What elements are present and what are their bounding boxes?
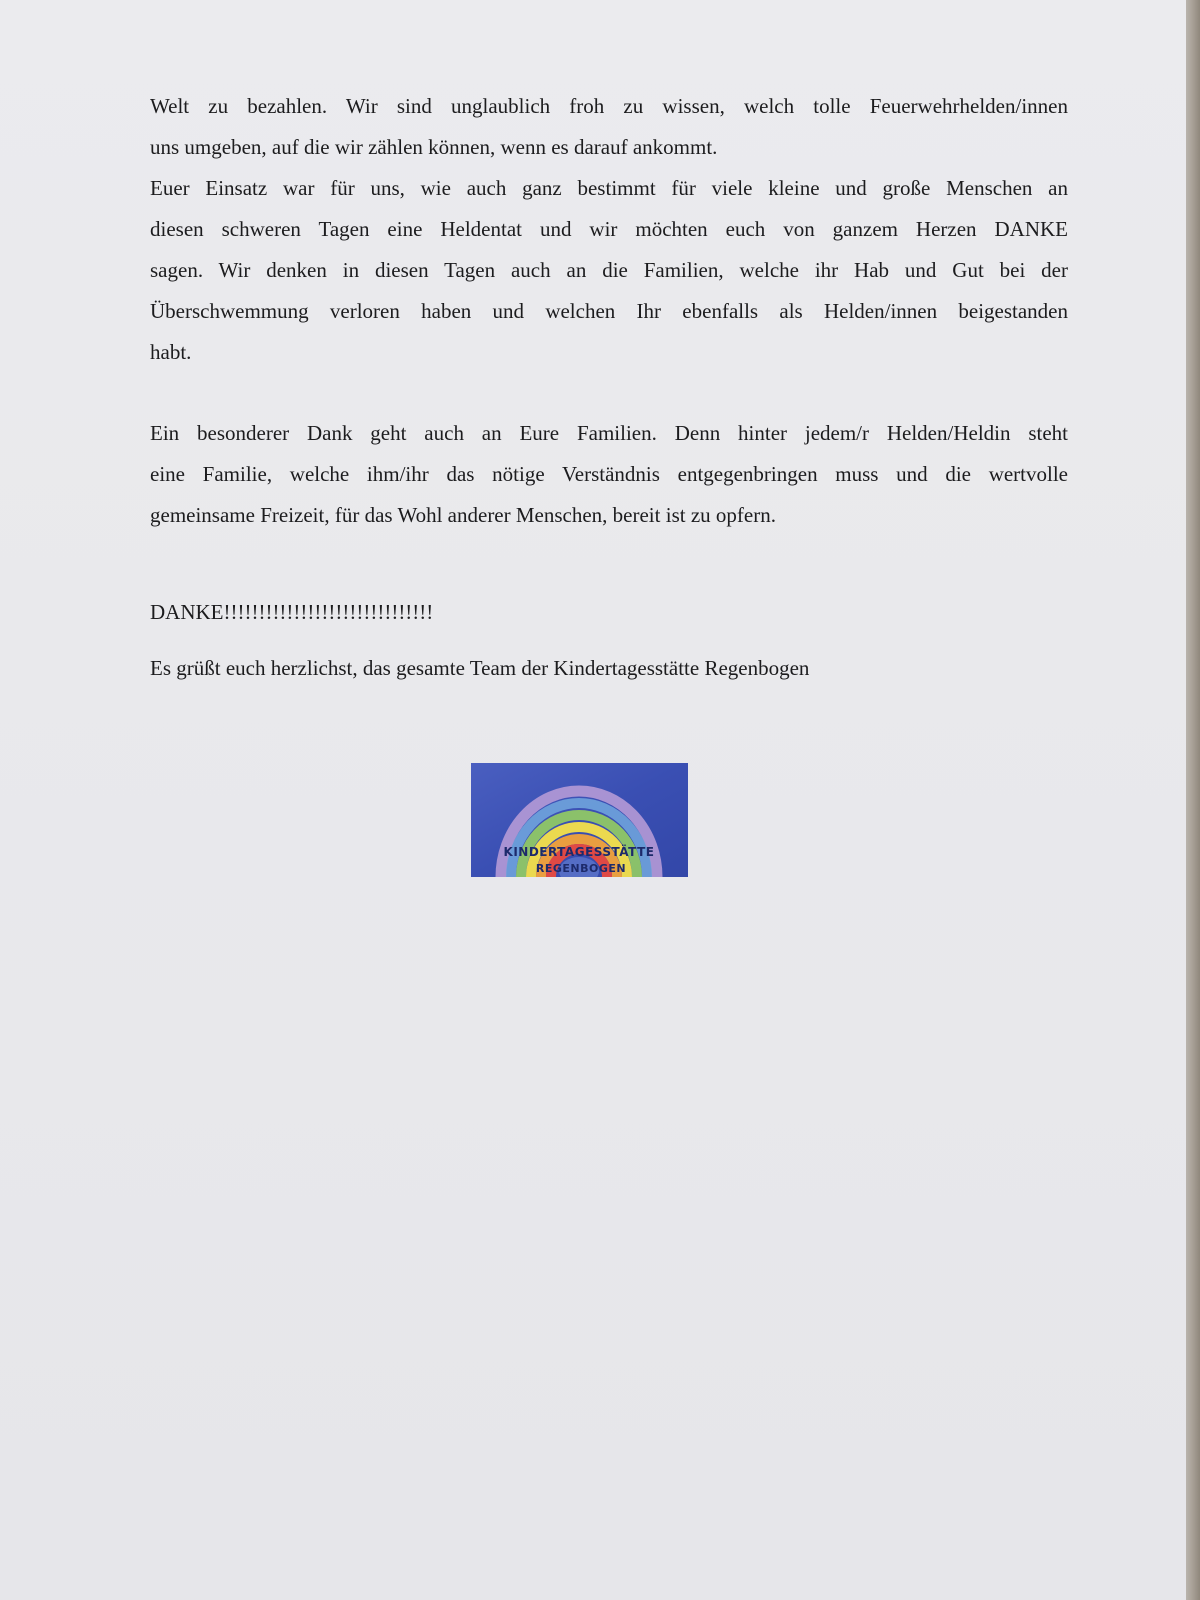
kita-regenbogen-logo — [471, 763, 688, 877]
paragraph-3-line-3: gemeinsame Freizeit, für das Wohl anderer Menschen, bereit ist zu opfern. — [150, 503, 776, 527]
paper-edge — [1186, 0, 1200, 1600]
logo-text-line-2: REGENBOGEN — [535, 862, 627, 875]
paragraph-1-line-2: uns umgeben, auf die wir zählen können, wenn es darauf ankommt. — [150, 135, 718, 159]
paragraph-2-line-4: Überschwemmung verloren haben und welchen Ihr ebenfalls als Helden/innen beigestanden — [150, 299, 1068, 323]
paragraph-3 — [150, 413, 1068, 536]
closing-text: Es grüßt euch herzlichst, das gesamte Team der Kindertagesstätte Regenbogen — [150, 656, 810, 680]
paragraph-2-line-5: habt. — [150, 340, 192, 364]
paragraph-2-line-2: diesen schweren Tagen eine Heldentat und wir möchten euch von ganzem Herzen DANKE — [150, 217, 1068, 241]
paragraph-1-line-1: Welt zu bezahlen. Wir sind unglaublich froh zu wissen, welch tolle Feuerwehrhelden/innen — [150, 94, 1068, 118]
thanks-line — [150, 592, 1068, 633]
thanks-text: DANKE!!!!!!!!!!!!!!!!!!!!!!!!!!!!!! — [150, 600, 434, 624]
paragraph-1 — [150, 86, 1068, 168]
paragraph-2 — [150, 168, 1068, 373]
rainbow-icon — [471, 763, 688, 877]
logo-text-line-1: KINDERTAGESSTÄTTE — [503, 845, 655, 859]
paragraph-2-line-3: sagen. Wir denken in diesen Tagen auch an die Familien, welche ihr Hab und Gut bei der — [150, 258, 1068, 282]
paragraph-3-line-1: Ein besonderer Dank geht auch an Eure Familien. Denn hinter jedem/r Helden/Heldin steht — [150, 421, 1068, 445]
closing-line — [150, 648, 1068, 689]
paragraph-2-line-1: Euer Einsatz war für uns, wie auch ganz bestimmt für viele kleine und große Menschen an — [150, 176, 1068, 200]
paragraph-3-line-2: eine Familie, welche ihm/ihr das nötige Verständnis entgegenbringen muss und die wertvolle — [150, 462, 1068, 486]
